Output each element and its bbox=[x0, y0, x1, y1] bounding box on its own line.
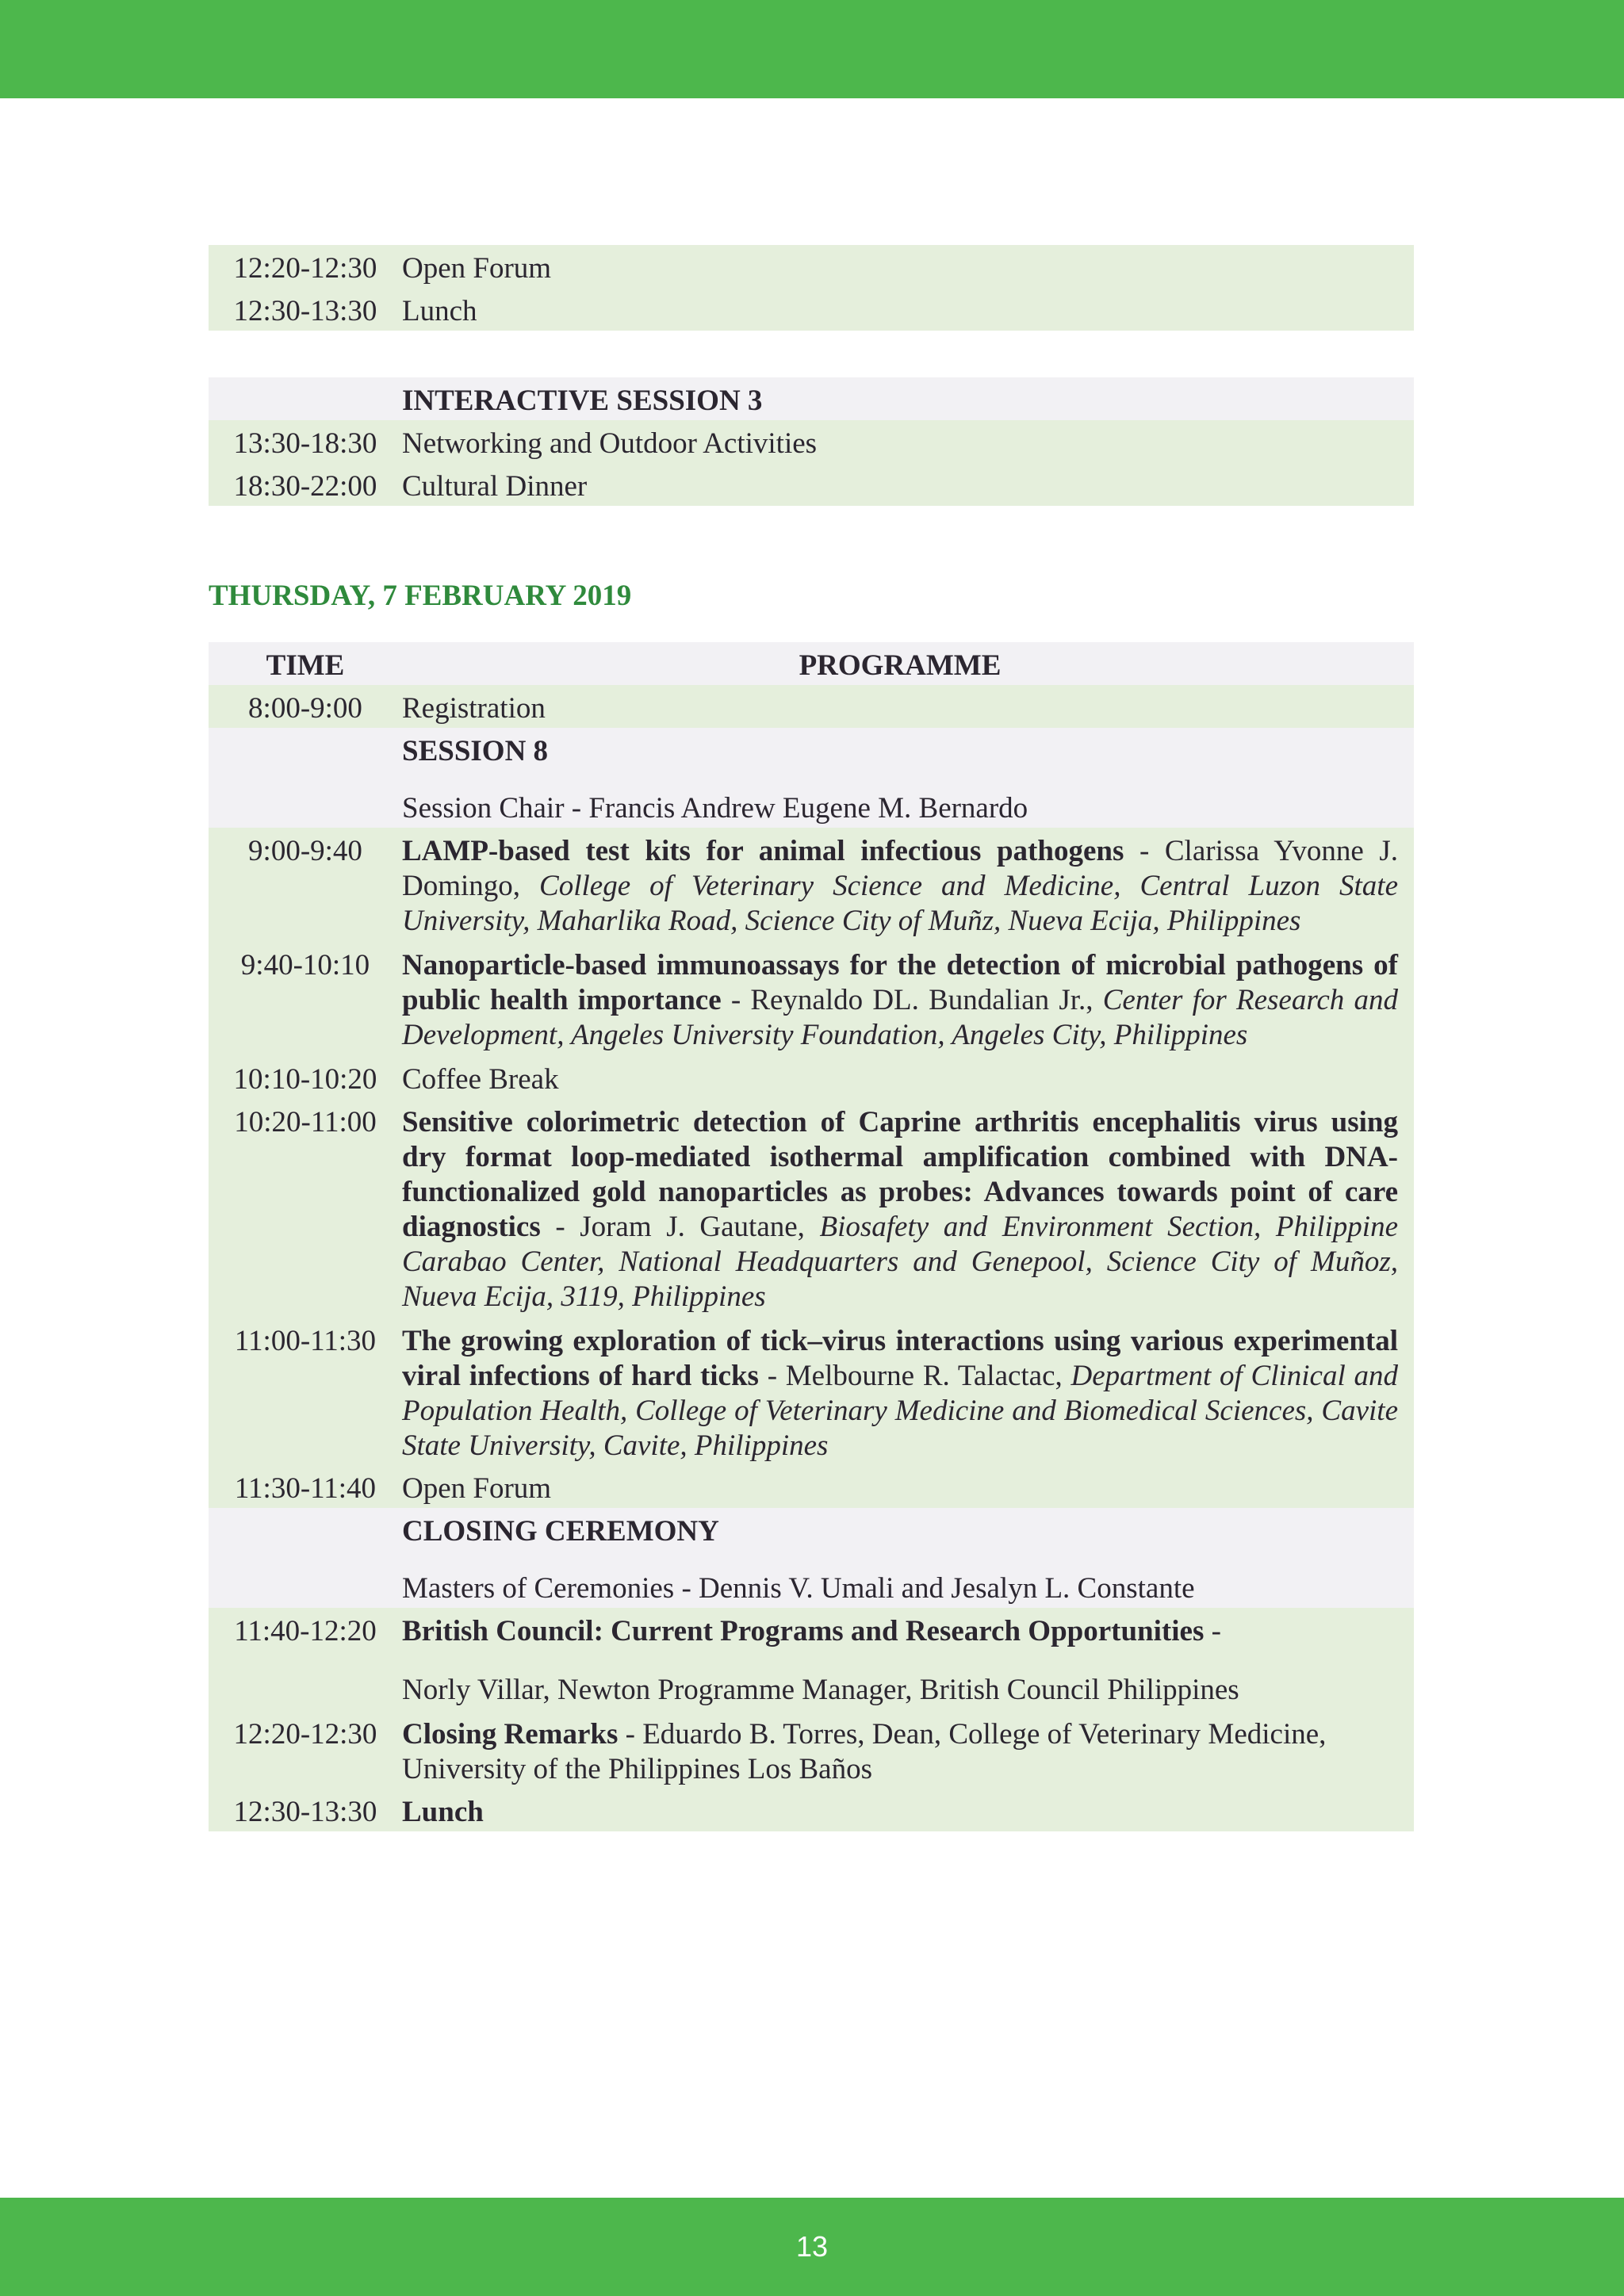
talk-entry bbox=[402, 942, 1398, 1056]
time-cell: 9:40-10:10 bbox=[240, 949, 370, 982]
table-row bbox=[209, 1789, 1414, 1831]
programme-cell: Open Forum bbox=[402, 1472, 552, 1505]
talk-title: The growing exploration of tick–virus interactions using various experimental viral infections of hard ticks bbox=[402, 1325, 1398, 1392]
session-chair: Session Chair - Francis Andrew Eugene M. Bernardo bbox=[402, 792, 1028, 825]
schedule-block-1 bbox=[209, 245, 1414, 331]
programme-cell: Coffee Break bbox=[402, 1063, 559, 1096]
talk-entry bbox=[402, 1318, 1398, 1465]
time-cell: 8:00-9:00 bbox=[248, 692, 362, 725]
table-row bbox=[209, 1056, 1414, 1099]
time-cell: 11:40-12:20 bbox=[234, 1615, 377, 1647]
schedule-block-2 bbox=[209, 377, 1414, 506]
time-cell: 12:30-13:30 bbox=[233, 1796, 377, 1828]
talk-title: Nanoparticle-based immunoassays for the detection of microbial pathogens of public health importance bbox=[402, 949, 1398, 1016]
closing-remarks-title: Closing Remarks bbox=[402, 1718, 619, 1751]
talk-affiliation: Biosafety and Environment Section, Philippine Carabao Center, National Headquarters and Genepool, Science City of Muñoz, Nueva Ecija, 3119, Philippines bbox=[402, 1211, 1398, 1313]
bottom-green-band bbox=[0, 2198, 1624, 2296]
page-number: 13 bbox=[795, 2230, 829, 2263]
table-row bbox=[209, 463, 1414, 506]
session-heading-row bbox=[209, 377, 1414, 420]
time-cell: 10:20-11:00 bbox=[234, 1106, 377, 1138]
session-title: SESSION 8 bbox=[402, 735, 549, 767]
time-cell: 9:00-9:40 bbox=[248, 835, 362, 867]
table-row bbox=[209, 685, 1414, 728]
time-cell: 12:20-12:30 bbox=[233, 252, 377, 285]
table-row bbox=[209, 942, 1414, 1056]
talk-speaker: Norly Villar bbox=[402, 1674, 543, 1706]
table-row bbox=[209, 1608, 1414, 1711]
talk-speaker: - Joram J. Gautane, bbox=[540, 1211, 820, 1243]
talk-affiliation: College of Veterinary Science and Medicine, Central Luzon State University, Maharlika Road, Science City of Muñz, Nueva Ecija, Philippines bbox=[402, 870, 1399, 937]
time-cell: 11:00-11:30 bbox=[234, 1325, 377, 1357]
programme-cell: Registration bbox=[402, 692, 546, 725]
programme-cell: Lunch bbox=[402, 295, 477, 327]
talk-title: Sensitive colorimetric detection of Caprine arthritis encephalitis virus using dry format loop-mediated isothermal amplification combined with DNA-functionalized gold nanoparticles as probes: Advances towards point of care diagnostics bbox=[402, 1106, 1398, 1243]
table-row bbox=[209, 420, 1414, 463]
column-header-time: TIME bbox=[266, 649, 345, 682]
talk-affiliation: Department of Clinical and Population Health, College of Veterinary Medicine and Biomedical Sciences, Cavite State University, Cavite, Philippines bbox=[402, 1360, 1398, 1462]
time-cell: 12:20-12:30 bbox=[233, 1718, 377, 1751]
time-cell: 10:10-10:20 bbox=[233, 1063, 377, 1096]
session-heading: INTERACTIVE SESSION 3 bbox=[402, 385, 763, 417]
closing-remarks-text: - Eduardo B. Torres, Dean, College of Veterinary Medicine, University of the Philippines Los Baños bbox=[402, 1718, 1327, 1785]
talk-affiliation: Center for Research and Development, Angeles University Foundation, Angeles City, Philippines bbox=[402, 984, 1398, 1051]
table-row bbox=[209, 1099, 1414, 1318]
time-cell: 11:30-11:40 bbox=[234, 1472, 377, 1505]
table-row bbox=[209, 828, 1414, 942]
time-cell: 13:30-18:30 bbox=[233, 427, 377, 460]
talk-speaker: - Reynaldo DL. Bundalian Jr., bbox=[721, 984, 1103, 1016]
talk-speaker: - Melbourne R. Talactac, bbox=[758, 1360, 1071, 1392]
talk-dash: - bbox=[1204, 1615, 1221, 1647]
talk-entry bbox=[402, 1099, 1398, 1318]
talk-entry bbox=[402, 828, 1398, 942]
talk-speaker-role: , Newton Programme Manager, British Council Philippines bbox=[542, 1674, 1239, 1706]
programme-cell: Lunch bbox=[402, 1796, 484, 1828]
session-heading-row bbox=[209, 1508, 1414, 1608]
day-title: THURSDAY, 7 FEBRUARY 2019 bbox=[209, 580, 632, 612]
talk-speaker: - Clarissa Yvonne J. Domingo, bbox=[402, 835, 1398, 902]
top-green-band bbox=[0, 0, 1624, 98]
table-row bbox=[209, 1465, 1414, 1508]
column-header-programme: PROGRAMME bbox=[799, 649, 1002, 682]
time-cell: 18:30-22:00 bbox=[233, 470, 377, 503]
closing-ceremony-title: CLOSING CEREMONY bbox=[402, 1515, 719, 1548]
talk-entry bbox=[402, 1608, 1398, 1711]
talk-title: British Council: Current Programs and Research Opportunities bbox=[402, 1615, 1205, 1647]
time-cell: 12:30-13:30 bbox=[233, 295, 377, 327]
masters-of-ceremonies: Masters of Ceremonies - Dennis V. Umali and Jesalyn L. Constante bbox=[402, 1572, 1195, 1605]
session-heading-row bbox=[209, 728, 1414, 828]
talk-title: LAMP-based test kits for animal infectious pathogens bbox=[402, 835, 1124, 867]
table-row bbox=[209, 1318, 1414, 1465]
programme-cell: Open Forum bbox=[402, 252, 552, 285]
table-header-row bbox=[209, 642, 1414, 685]
programme-table bbox=[209, 642, 1414, 1831]
programme-cell: Cultural Dinner bbox=[402, 470, 588, 503]
table-row bbox=[209, 245, 1414, 288]
talk-entry bbox=[402, 1711, 1398, 1789]
table-row bbox=[209, 288, 1414, 331]
table-row bbox=[209, 1711, 1414, 1789]
programme-cell: Networking and Outdoor Activities bbox=[402, 427, 818, 460]
